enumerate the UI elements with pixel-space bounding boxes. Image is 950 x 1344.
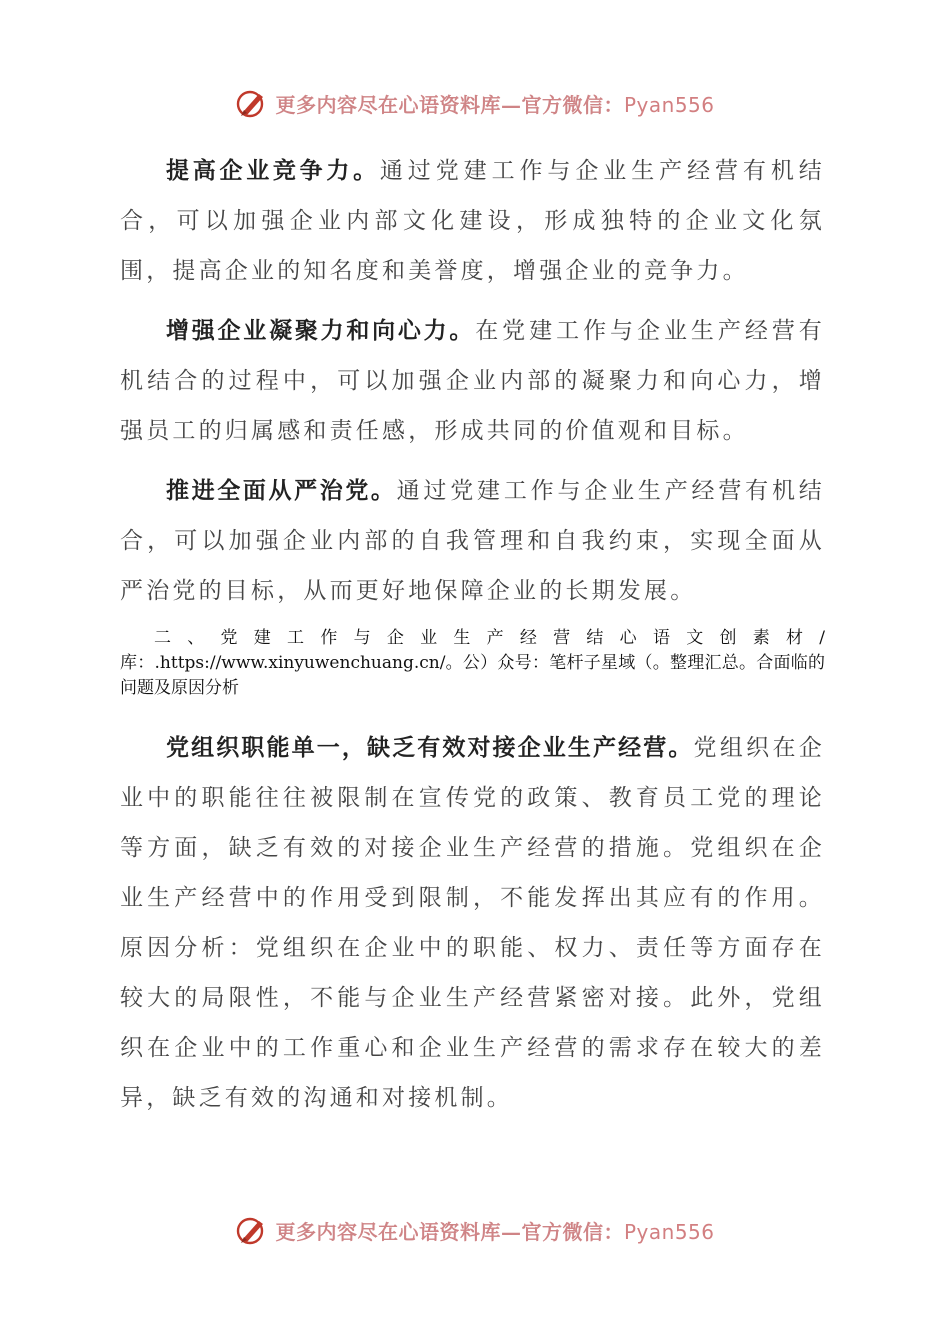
watermark-banner-bottom (0, 1210, 950, 1250)
paragraph-body: 通过党建工作与企业生产经营有机结合，可以加强企业内部的自我管理和自我约束，实现全面从严治党的目标，从而更好地保障企业的长期发展。 (120, 478, 826, 604)
paragraph-competitiveness (120, 146, 825, 296)
paragraph-body: 党组织在企业中的职能往往被限制在宣传党的政策、教育员工党的理论等方面，缺乏有效的对接企业生产经营的措施。党组织在企业生产经营中的作用受到限制，不能发挥出其应有的作用。原因分析：党组织在企业中的职能、权力、责任等方面存在较大的局限性，不能与企业生产经营紧密对接。此外，党组织在企业中的工作重心和企业生产经营的需求存在较大的差异，缺乏有效的沟通和对接机制。 (120, 735, 826, 1111)
paragraph-party-function (120, 723, 825, 1123)
section-heading: 二、党建工作与企业生产经营结心语文创素材/库：.https://www.xinyuwenchuang.cn/。公）众号：笔杆子星域（。整理汇总。合面临的问题及原因分析 (120, 628, 825, 698)
paragraph-body: 通过党建工作与企业生产经营有机结合，可以加强企业内部文化建设，形成独特的企业文化氛围，提高企业的知名度和美誉度，增强企业的竞争力。 (120, 158, 825, 284)
paragraph-body: 在党建工作与企业生产经营有机结合的过程中，可以加强企业内部的凝聚力和向心力，增强员工的归属感和责任感，形成共同的价值观和目标。 (120, 318, 825, 444)
paragraph-lead: 党组织职能单一，缺乏有效对接企业生产经营。 (166, 735, 694, 761)
paragraph-lead: 提高企业竞争力。 (166, 158, 380, 184)
paragraph-lead: 增强企业凝聚力和向心力。 (166, 318, 476, 344)
watermark-banner-top (0, 83, 950, 123)
watermark-text: 更多内容尽在心语资料库—官方微信：Pyan556 (275, 92, 715, 117)
paragraph-lead: 推进全面从严治党。 (166, 478, 397, 504)
document-body (120, 146, 825, 1133)
watermark-text: 更多内容尽在心语资料库—官方微信：Pyan556 (275, 1219, 715, 1244)
pen-logo-icon (235, 1213, 269, 1247)
paragraph-cohesion (120, 306, 825, 456)
paragraph-party-governance (120, 466, 825, 616)
pen-logo-icon (235, 86, 269, 120)
